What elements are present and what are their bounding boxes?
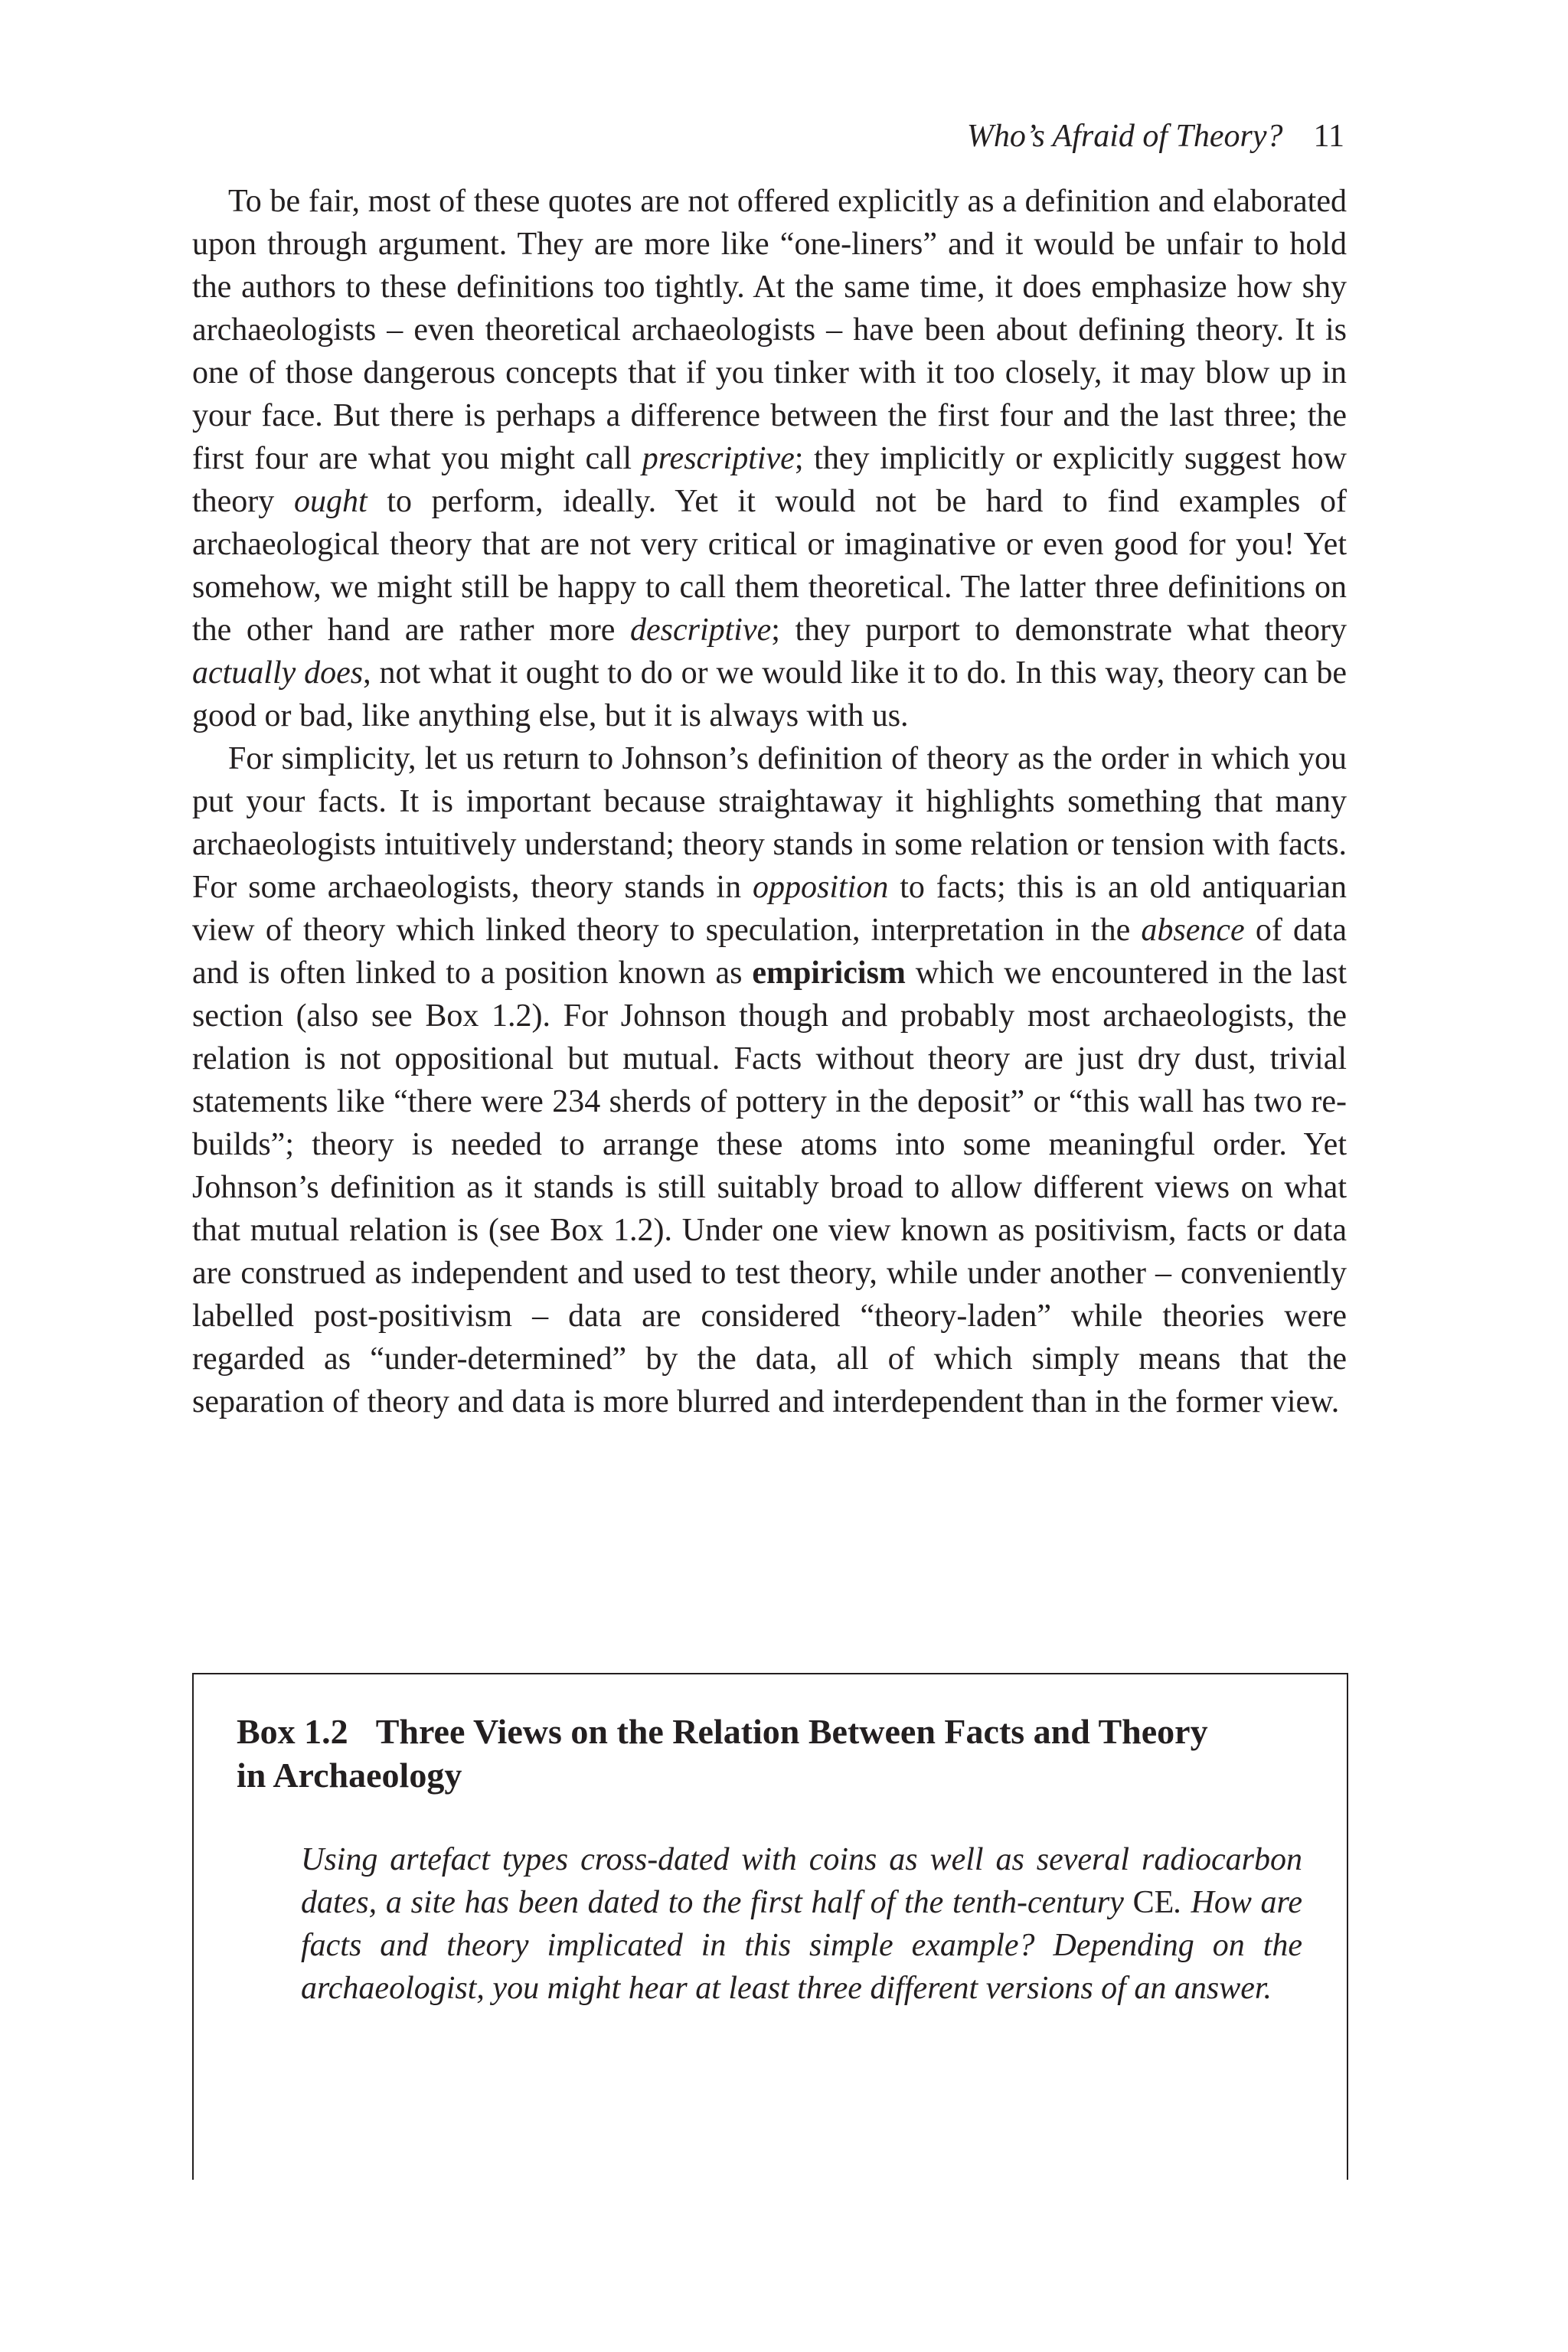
box-title-text: Three Views on the Relation Between Facts and Theory in Archaeology [237,1712,1208,1795]
box-body-text: Using artefact types cross-dated with coins as well as several radiocarbon dates, a site has been dated to the first half of the tenth-century [301,1842,1302,1920]
box-body-text: . How are facts and theory implicated in this simple example? Depending on the archaeologist, you might hear at least three different versions of an answer. [301,1885,1302,2006]
paragraph-2-text: to facts; this is an old antiquarian view of theory which linked theory to speculation, interpretation in the [192,870,1347,948]
paragraph-1-text: ; they implicitly or explicitly suggest how theory [192,441,1348,519]
paragraph-1 [192,180,1347,737]
emphasis-ought: ought [293,484,368,519]
emphasis-prescriptive: prescriptive [642,441,795,476]
paragraph-1-text: , not what it ought to do or we would like it to do. In this way, theory can be good or bad, like anything else, but it is always with us. [192,655,1347,733]
text-box [192,1673,1348,2180]
paragraph-2-text: which we encountered in the last section (also see Box 1.2). For Johnson though and probably most archaeologists, the relation is not oppositional but mutual. Facts without theory are just dry dust, trivial statements like “there were 234 sherds of pottery in the deposit” or “this wall has two re-builds”; theory is needed to arrange these atoms into some meaningful order. Yet Johnson’s definition as it stands is still suitably broad to allow different views on what that mutual relation is (see Box 1.2). Under one view known as positivism, facts or data are construed as independent and used to test theory, while under another – conveniently labelled post-positivism – data are considered “theory-laden” while theories were regarded as “under-determined” by the data, all of which simply means that the separation of theory and data is more blurred and interdependent than in the former view. [192,956,1347,1419]
paragraph-1-text: to perform, ideally. Yet it would not be hard to find examples of archaeological theory that are not very critical or imaginative or even good for you! Yet somehow, we might still be happy to call them theoretical. The latter three definitions on the other hand are rather more [192,484,1348,648]
paragraph-1-text: ; they purport to demonstrate what theory [771,612,1347,648]
paragraph-2-text: of data and is often linked to a position known as [192,913,1347,991]
running-head-title: Who’s Afraid of Theory? [966,119,1283,154]
emphasis-descriptive: descriptive [629,612,772,648]
emphasis-absence: absence [1141,913,1245,948]
page-number: 11 [1313,119,1344,154]
emphasis-opposition: opposition [752,870,889,905]
running-head [967,113,1344,159]
paragraph-2 [192,737,1347,1423]
emphasis-actually-does: actually does [192,655,364,691]
bold-term-empiricism: empiricism [752,956,906,991]
box-number: Box 1.2 [237,1712,348,1751]
paragraph-2-text: For simplicity, let us return to Johnson’s definition of theory as the order in which you put your facts. It is important because straightaway it highlights something that many archaeologists intuitively understand; theory stands in some relation or tension with facts. For some archaeologists, theory stands in [192,741,1347,905]
box-body [301,1838,1302,2010]
box-body-abbreviation: CE [1132,1885,1174,1920]
paragraph-1-text: To be fair, most of these quotes are not offered explicitly as a definition and elaborated upon through argument. They are more like “one-liners” and it would be unfair to hold the authors to these definitions too tightly. At the same time, it does emphasize how shy archaeologists – even theoretical archaeologists – have been about defining theory. It is one of those dangerous concepts that if you tinker with it too closely, it may blow up in your face. But there is perhaps a difference between the first four and the last three; the first four are what you might call [192,184,1347,476]
main-text [192,180,1347,1423]
box-title [237,1710,1232,1797]
